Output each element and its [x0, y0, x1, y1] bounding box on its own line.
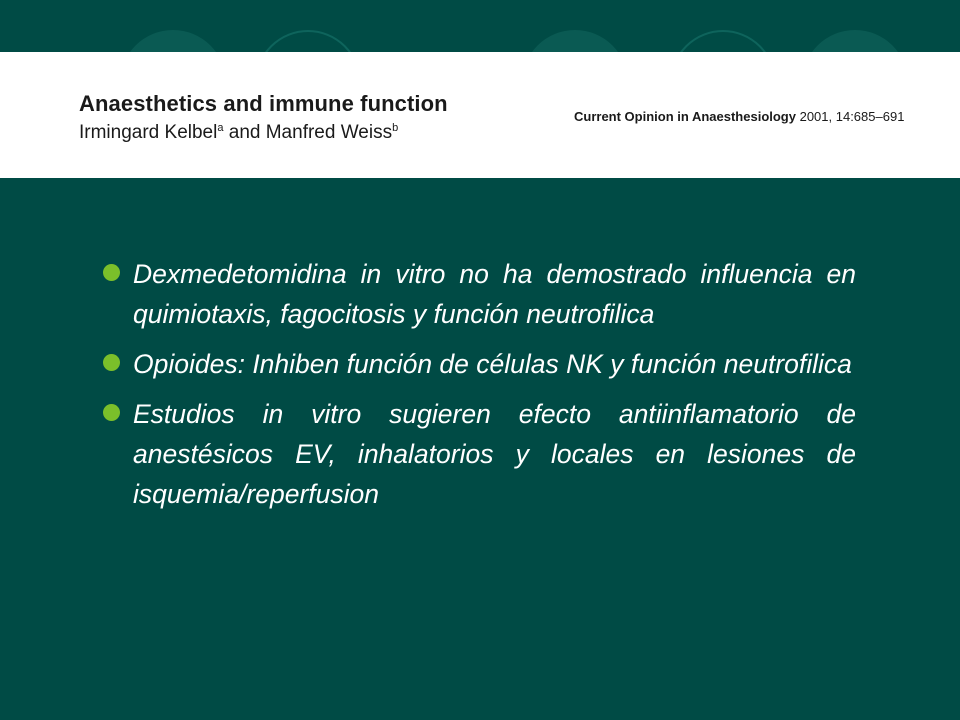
- affiliation-marker: b: [392, 122, 399, 134]
- bullet-dot-icon: [103, 404, 120, 421]
- bullet-list: [100, 254, 856, 524]
- bullet-item: [100, 394, 856, 514]
- journal-details: 2001, 14:685–691: [795, 109, 905, 124]
- bullet-dot-icon: [103, 354, 120, 371]
- bullet-item: [100, 254, 856, 334]
- author-name: Manfred Weiss: [265, 122, 393, 143]
- journal-citation: [574, 109, 904, 124]
- paper-title: Anaesthetics and immune function: [79, 91, 448, 116]
- author-conjunction: and: [223, 122, 266, 143]
- author-name: Irmingard Kelbel: [79, 122, 218, 143]
- bullet-item: [100, 344, 856, 384]
- bullet-text: Opioides: Inhiben función de células NK y función neutrofilica: [133, 349, 852, 379]
- paper-authors: [79, 122, 398, 144]
- bullet-text: Dexmedetomidina in vitro no ha demostrado influencia en quimiotaxis, fagocitosis y función neutrofilica: [133, 259, 856, 329]
- affiliation-marker: a: [217, 122, 224, 134]
- bullet-text: Estudios in vitro sugieren efecto antiinflamatorio de anestésicos EV, inhalatorios y locales en lesiones de isquemia/reperfusion: [133, 399, 856, 509]
- journal-name: Current Opinion in Anaesthesiology: [574, 109, 796, 124]
- citation-banner: [0, 52, 960, 178]
- bullet-dot-icon: [103, 264, 120, 281]
